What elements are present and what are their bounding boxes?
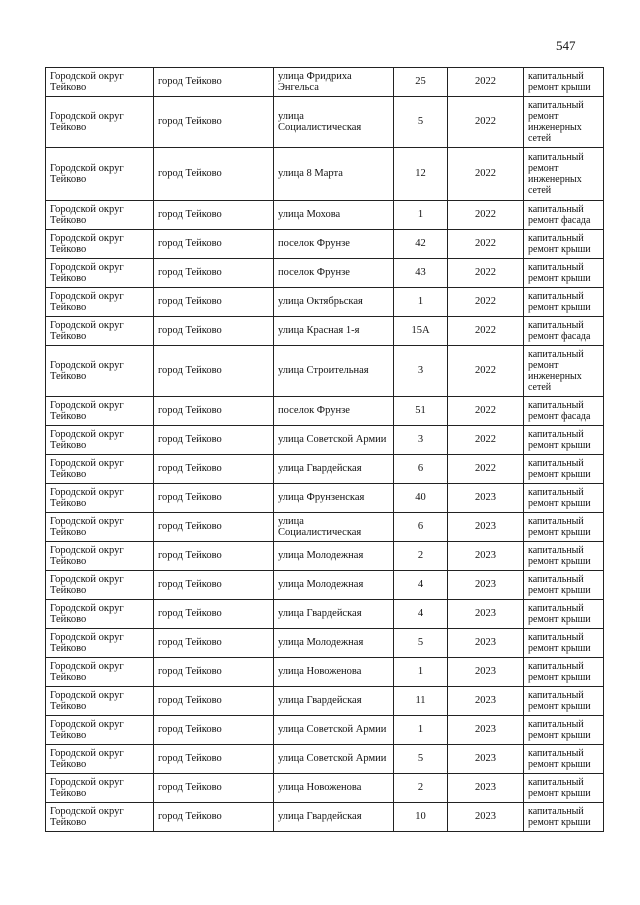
house-number-cell: 6 [394,455,448,484]
table-row [46,716,604,745]
work-type-cell: капитальный ремонт крыши [524,745,604,774]
work-type-cell: капитальный ремонт крыши [524,774,604,803]
work-type-cell: капитальный ремонт фасада [524,317,604,346]
district-cell: Городской округ Тейково [46,426,154,455]
work-type-cell: капитальный ремонт крыши [524,716,604,745]
table-row [46,774,604,803]
street-cell: улица Мохова [274,201,394,230]
district-cell: Городской округ Тейково [46,687,154,716]
year-cell: 2022 [448,317,524,346]
work-type-cell: капитальный ремонт крыши [524,542,604,571]
city-cell: город Тейково [154,68,274,97]
work-type-cell: капитальный ремонт фасада [524,201,604,230]
city-cell: город Тейково [154,542,274,571]
work-type-cell: капитальный ремонт крыши [524,803,604,832]
table-row [46,288,604,317]
street-cell: поселок Фрунзе [274,230,394,259]
street-cell: улица Строительная [274,346,394,397]
year-cell: 2022 [448,259,524,288]
work-type-cell: капитальный ремонт крыши [524,629,604,658]
street-cell: улица Фрунзенская [274,484,394,513]
house-number-cell: 1 [394,288,448,317]
house-number-cell: 11 [394,687,448,716]
street-cell: улица Гвардейская [274,455,394,484]
city-cell: город Тейково [154,484,274,513]
street-cell: улица Советской Армии [274,426,394,455]
street-cell: улица Советской Армии [274,745,394,774]
district-cell: Городской округ Тейково [46,542,154,571]
district-cell: Городской округ Тейково [46,571,154,600]
table-row [46,658,604,687]
house-number-cell: 2 [394,774,448,803]
table-row [46,629,604,658]
house-number-cell: 4 [394,600,448,629]
year-cell: 2023 [448,571,524,600]
house-number-cell: 40 [394,484,448,513]
table-row [46,745,604,774]
year-cell: 2022 [448,426,524,455]
year-cell: 2023 [448,600,524,629]
work-type-cell: капитальный ремонт инженерных сетей [524,97,604,148]
city-cell: город Тейково [154,230,274,259]
district-cell: Городской округ Тейково [46,629,154,658]
district-cell: Городской округ Тейково [46,68,154,97]
year-cell: 2022 [448,346,524,397]
table-row [46,513,604,542]
city-cell: город Тейково [154,571,274,600]
house-number-cell: 5 [394,745,448,774]
house-number-cell: 12 [394,148,448,201]
district-cell: Городской округ Тейково [46,288,154,317]
table-row [46,600,604,629]
street-cell: улица Социалистическая [274,97,394,148]
street-cell: улица Октябрьская [274,288,394,317]
city-cell: город Тейково [154,687,274,716]
work-type-cell: капитальный ремонт крыши [524,571,604,600]
district-cell: Городской округ Тейково [46,346,154,397]
city-cell: город Тейково [154,455,274,484]
house-number-cell: 1 [394,658,448,687]
table-row [46,97,604,148]
city-cell: город Тейково [154,745,274,774]
house-number-cell: 1 [394,716,448,745]
year-cell: 2023 [448,774,524,803]
city-cell: город Тейково [154,803,274,832]
city-cell: город Тейково [154,658,274,687]
street-cell: улица Новоженова [274,774,394,803]
city-cell: город Тейково [154,600,274,629]
city-cell: город Тейково [154,346,274,397]
district-cell: Городской округ Тейково [46,397,154,426]
table-row [46,259,604,288]
city-cell: город Тейково [154,148,274,201]
year-cell: 2023 [448,745,524,774]
house-number-cell: 5 [394,97,448,148]
district-cell: Городской округ Тейково [46,317,154,346]
work-type-cell: капитальный ремонт крыши [524,426,604,455]
district-cell: Городской округ Тейково [46,774,154,803]
district-cell: Городской округ Тейково [46,745,154,774]
district-cell: Городской округ Тейково [46,484,154,513]
year-cell: 2023 [448,658,524,687]
work-type-cell: капитальный ремонт инженерных сетей [524,346,604,397]
city-cell: город Тейково [154,426,274,455]
house-number-cell: 15А [394,317,448,346]
work-type-cell: капитальный ремонт крыши [524,600,604,629]
year-cell: 2023 [448,687,524,716]
city-cell: город Тейково [154,513,274,542]
house-number-cell: 1 [394,201,448,230]
city-cell: город Тейково [154,201,274,230]
table-row [46,346,604,397]
work-type-cell: капитальный ремонт крыши [524,484,604,513]
year-cell: 2023 [448,716,524,745]
year-cell: 2023 [448,629,524,658]
year-cell: 2023 [448,484,524,513]
district-cell: Городской округ Тейково [46,658,154,687]
table-row [46,426,604,455]
work-type-cell: капитальный ремонт крыши [524,259,604,288]
district-cell: Городской округ Тейково [46,259,154,288]
table-row [46,230,604,259]
street-cell: улица Молодежная [274,542,394,571]
house-number-cell: 25 [394,68,448,97]
street-cell: улица Молодежная [274,571,394,600]
house-number-cell: 5 [394,629,448,658]
year-cell: 2022 [448,397,524,426]
house-number-cell: 3 [394,426,448,455]
house-number-cell: 42 [394,230,448,259]
district-cell: Городской округ Тейково [46,230,154,259]
repair-schedule-table [45,67,604,832]
street-cell: улица Социалистическая [274,513,394,542]
house-number-cell: 51 [394,397,448,426]
table-row [46,455,604,484]
district-cell: Городской округ Тейково [46,201,154,230]
street-cell: улица Красная 1-я [274,317,394,346]
district-cell: Городской округ Тейково [46,716,154,745]
street-cell: поселок Фрунзе [274,259,394,288]
street-cell: улица Советской Армии [274,716,394,745]
street-cell: поселок Фрунзе [274,397,394,426]
year-cell: 2023 [448,513,524,542]
work-type-cell: капитальный ремонт крыши [524,68,604,97]
table-row [46,148,604,201]
street-cell: улица 8 Марта [274,148,394,201]
house-number-cell: 3 [394,346,448,397]
work-type-cell: капитальный ремонт крыши [524,513,604,542]
work-type-cell: капитальный ремонт крыши [524,230,604,259]
house-number-cell: 4 [394,571,448,600]
district-cell: Городской округ Тейково [46,148,154,201]
table-body [46,68,604,832]
work-type-cell: капитальный ремонт крыши [524,687,604,716]
house-number-cell: 43 [394,259,448,288]
street-cell: улица Гвардейская [274,600,394,629]
year-cell: 2022 [448,288,524,317]
year-cell: 2023 [448,542,524,571]
table-row [46,542,604,571]
city-cell: город Тейково [154,288,274,317]
house-number-cell: 10 [394,803,448,832]
city-cell: город Тейково [154,259,274,288]
year-cell: 2022 [448,455,524,484]
city-cell: город Тейково [154,97,274,148]
year-cell: 2022 [448,68,524,97]
work-type-cell: капитальный ремонт крыши [524,288,604,317]
city-cell: город Тейково [154,397,274,426]
year-cell: 2022 [448,201,524,230]
table-row [46,68,604,97]
table-row [46,317,604,346]
table-row [46,571,604,600]
street-cell: улица Фридриха Энгельса [274,68,394,97]
table-row [46,484,604,513]
work-type-cell: капитальный ремонт фасада [524,397,604,426]
city-cell: город Тейково [154,629,274,658]
district-cell: Городской округ Тейково [46,513,154,542]
table-row [46,201,604,230]
year-cell: 2023 [448,803,524,832]
street-cell: улица Молодежная [274,629,394,658]
work-type-cell: капитальный ремонт крыши [524,658,604,687]
street-cell: улица Гвардейская [274,803,394,832]
year-cell: 2022 [448,97,524,148]
work-type-cell: капитальный ремонт инженерных сетей [524,148,604,201]
city-cell: город Тейково [154,317,274,346]
district-cell: Городской округ Тейково [46,97,154,148]
page-number: 547 [556,38,576,53]
work-type-cell: капитальный ремонт крыши [524,455,604,484]
house-number-cell: 6 [394,513,448,542]
street-cell: улица Гвардейская [274,687,394,716]
year-cell: 2022 [448,148,524,201]
district-cell: Городской округ Тейково [46,600,154,629]
city-cell: город Тейково [154,774,274,803]
city-cell: город Тейково [154,716,274,745]
district-cell: Городской округ Тейково [46,803,154,832]
district-cell: Городской округ Тейково [46,455,154,484]
street-cell: улица Новоженова [274,658,394,687]
table-row [46,397,604,426]
house-number-cell: 2 [394,542,448,571]
table-row [46,803,604,832]
table-row [46,687,604,716]
year-cell: 2022 [448,230,524,259]
